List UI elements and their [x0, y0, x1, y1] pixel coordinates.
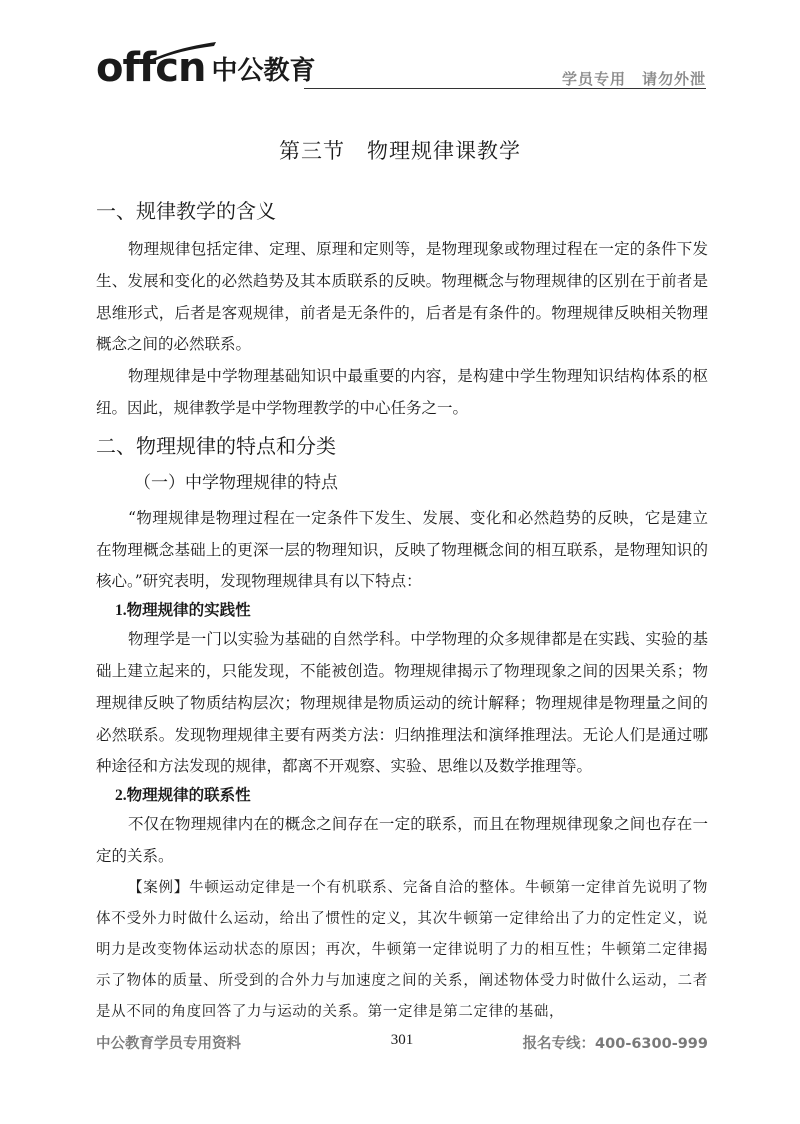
logo-wordmark: offcn — [96, 45, 206, 91]
page-title — [0, 135, 800, 165]
offcn-logo — [96, 40, 316, 91]
header-tag-no-leak: 请勿外泄 — [641, 70, 706, 88]
footer-hotline: 报名专线：400-6300-999 — [522, 1036, 708, 1052]
logo-chinese-name: 中公教育 — [211, 56, 316, 86]
header-notice — [562, 68, 706, 89]
page-footer — [96, 1032, 708, 1056]
document-body — [96, 196, 708, 1028]
subheading-features: （一）中学物理规律的特点 — [134, 472, 338, 493]
page-number: 301 — [390, 1032, 414, 1048]
heading-relation: 2.物理规律的联系性 — [115, 787, 251, 805]
paragraph-definition: 物理规律包括定律、定理、原理和定则等，是物理现象或物理过程在一定的条件下发生、发展和变化的必然趋势及其本质联系的反映。物理概念与物理规律的区别在于前者是思维形式，后者是客观规律，前者是无条件的，后者是有条件的。物理规律反映相关物理概念之间的必然联系。 — [96, 240, 708, 354]
paragraph-case-example: 【案例】牛顿运动定律是一个有机联系、完备自洽的整体。牛顿第一定律首先说明了物体不受外力时做什么运动，给出了惯性的定义，其次牛顿第一定律给出了力的定性定义，说明力是改变物体运动状态的原因；再次，牛顿第一定律说明了力的相互性；牛顿第二定律揭示了物体的质量、所受到的合外力与加速度之间的关系，阐述物体受力时做什么运动，二者是从不同的角度回答了力与运动的关系。第一定律是第二定律的基础， — [96, 879, 708, 1020]
section-number: 第三节 — [279, 139, 345, 163]
paragraph-quote: “物理规律是物理过程在一定条件下发生、发展、变化和必然趋势的反映，它是建立在物理概念基础上的更深一层的物理知识，反映了物理概念间的相互联系，是物理知识的核心。”研究表明，发现物理规律具有以下特点： — [96, 508, 708, 591]
heading-meaning: 一、规律教学的含义 — [96, 199, 276, 223]
footer-material-label: 中公教育学员专用资料 — [96, 1036, 241, 1052]
header-tag-students-only: 学员专用 — [561, 70, 626, 88]
logo-swoosh-icon — [148, 40, 218, 62]
paragraph-practice: 物理学是一门以实验为基础的自然学科。中学物理的众多规律都是在实践、实验的基础上建立起来的，只能发现，不能被创造。物理规律揭示了物理现象之间的因果关系；物理规律反映了物质结构层次；物理规律是物质运动的统计解释；物理规律是物理量之间的必然联系。发现物理规律主要有两类方法：归纳推理法和演绎推理法。无论人们是通过哪种途径和方法发现的规律，都离不开观察、实验、思维以及数学推理等。 — [96, 630, 708, 776]
page-header — [96, 40, 706, 92]
paragraph-relation: 不仅在物理规律内在的概念之间存在一定的联系，而且在物理规律现象之间也存在一定的关系。 — [96, 815, 708, 865]
heading-features-classification: 二、物理规律的特点和分类 — [96, 433, 336, 458]
section-name: 物理规律课教学 — [367, 139, 521, 163]
paragraph-importance: 物理规律是中学物理基础知识中最重要的内容，是构建中学生物理知识结构体系的枢纽。因此，规律教学是中学物理教学的中心任务之一。 — [96, 367, 708, 417]
heading-practice: 1.物理规律的实践性 — [115, 602, 251, 620]
